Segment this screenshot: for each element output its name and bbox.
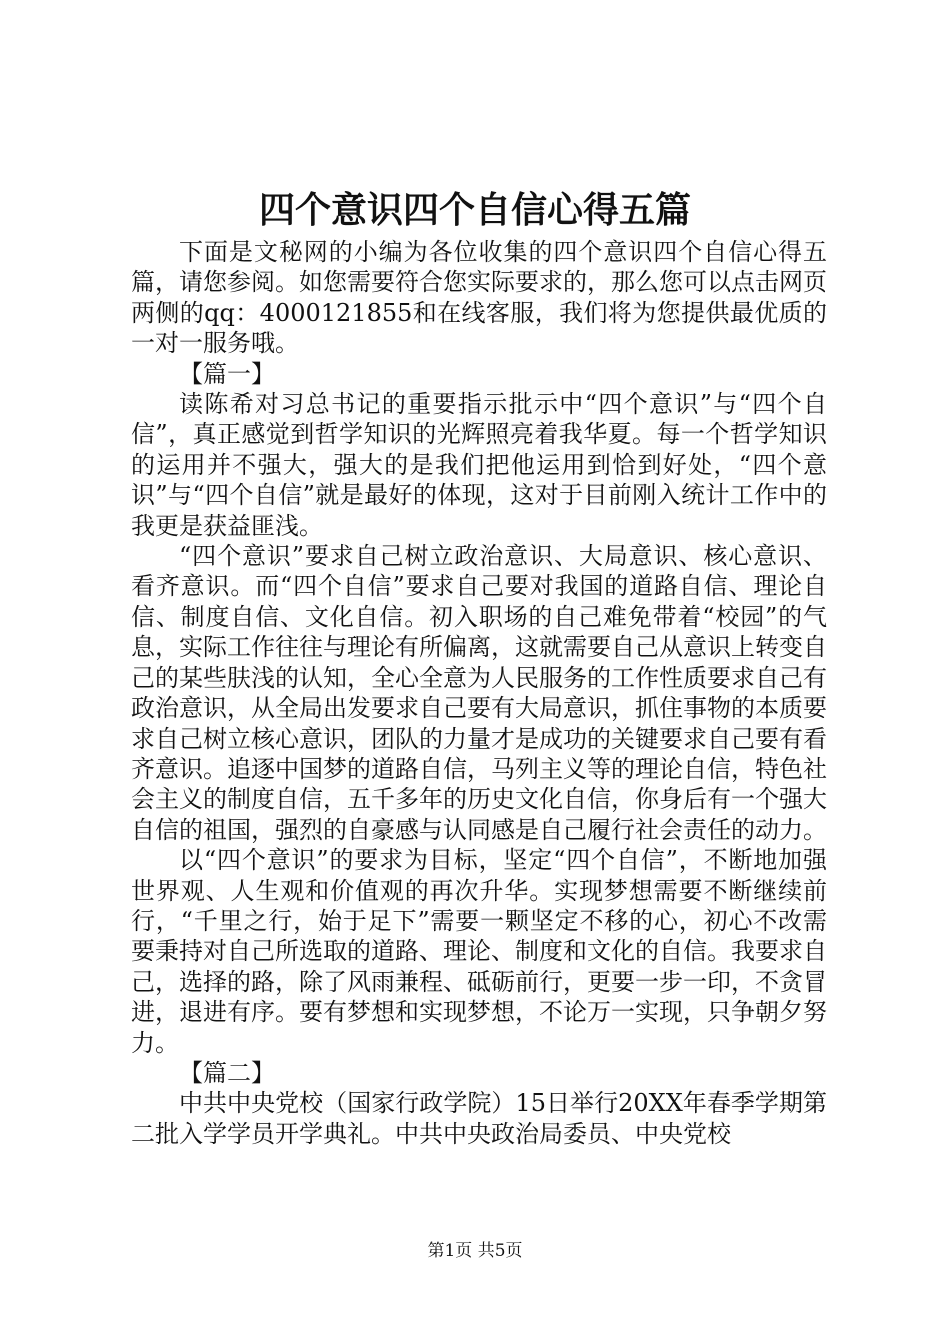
section-heading-2: 【篇二】: [179, 1058, 275, 1087]
section-heading-1: 【篇一】: [179, 359, 275, 388]
document-title: 四个意识四个自信心得五篇: [258, 189, 691, 231]
body-paragraph: 读陈希对习总书记的重要指示批示中“四个意识”与“四个自信”，真正感觉到哲学知识的光辉照亮着我华夏。每一个哲学知识的运用并不强大，强大的是我们把他运用到恰到好处，“四个意识”与“四个自信”就是最好的体现，这对于目前刚入统计工作中的我更是获益匪浅。: [131, 390, 827, 540]
body-paragraph: “四个意识”要求自己树立政治意识、大局意识、核心意识、看齐意识。而“四个自信”要求自己要对我国的道路自信、理论自信、制度自信、文化自信。初入职场的自己难免带着“校园”的气息，实际工作往往与理论有所偏离，这就需要自己从意识上转变自己的某些肤浅的认知，全心全意为人民服务的工作性质要求自己有政治意识，从全局出发要求自己要有大局意识，抓住事物的本质要求自己树立核心意识，团队的力量才是成功的关键要求自己要有看齐意识。追逐中国梦的道路自信，马列主义等的理论自信，特色社会主义的制度自信，五千多年的历史文化自信，你身后有一个强大自信的祖国，强烈的自豪感与认同感是自己履行社会责任的动力。: [131, 542, 827, 844]
intro-paragraph: 下面是文秘网的小编为各位收集的四个意识四个自信心得五篇，请您参阅。如您需要符合您实际要求的，那么您可以点击网页两侧的qq：4000121855和在线客服，我们将为您提供最优质的一对一服务哦。: [131, 238, 827, 358]
document-body: [131, 237, 827, 1149]
body-paragraph: 以“四个意识”的要求为目标，坚定“四个自信”，不断地加强世界观、人生观和价值观的再次升华。实现梦想需要不断继续前行，“千里之行，始于足下”需要一颗坚定不移的心，初心不改需要秉持对自己所选取的道路、理论、制度和文化的自信。我要求自己，选择的路，除了风雨兼程、砥砺前行，更要一步一印，不贪冒进，退进有序。要有梦想和实现梦想，不论万一实现，只争朝夕努力。: [131, 846, 827, 1057]
page-footer: 第1页 共5页: [427, 1241, 523, 1261]
body-paragraph: 中共中央党校（国家行政学院）15日举行20XX年春季学期第二批入学学员开学典礼。中共中央政治局委员、中央党校: [131, 1089, 827, 1148]
